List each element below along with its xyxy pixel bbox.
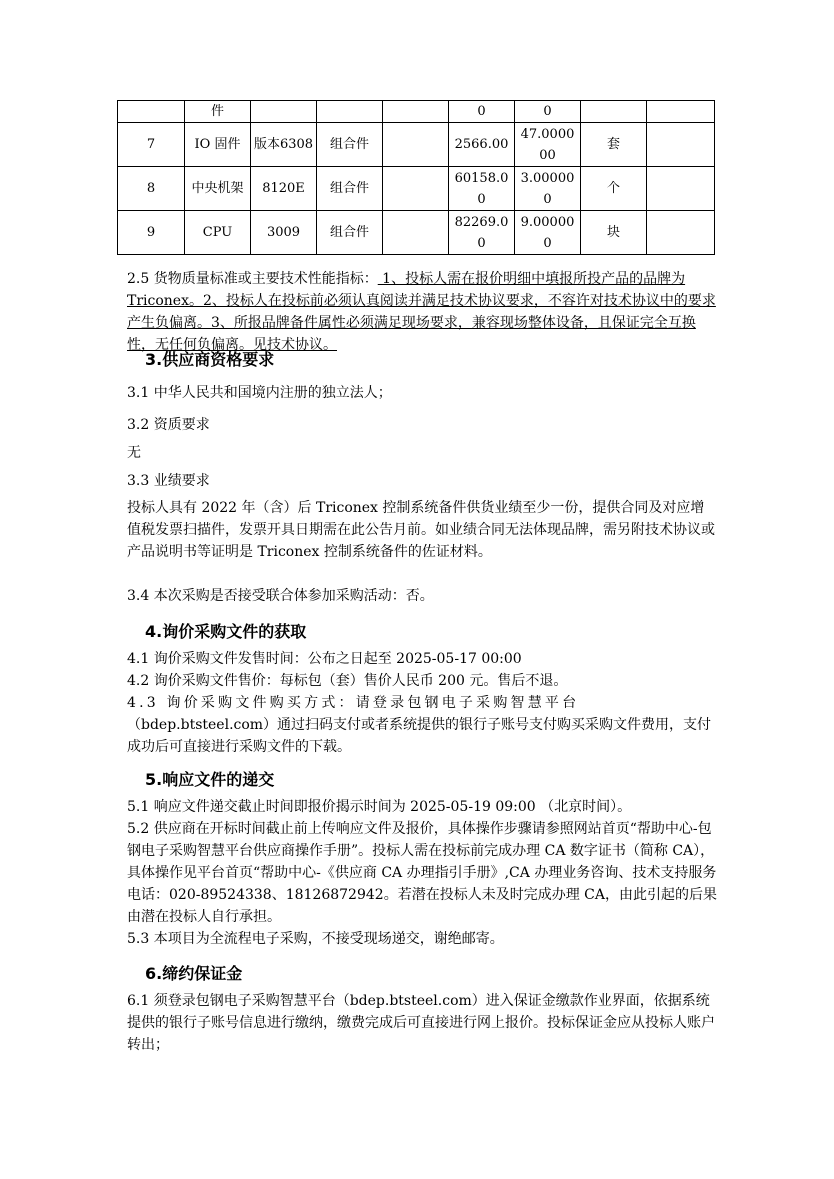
table-cell-no: 8 bbox=[118, 167, 185, 211]
table-cell-model: 版本6308 bbox=[251, 123, 317, 167]
table-cell-no bbox=[118, 101, 185, 123]
table-cell-model: 3009 bbox=[251, 211, 317, 255]
table-cell-name: 件 bbox=[185, 101, 251, 123]
section-3-4: 3.4 本次采购是否接受联合体参加采购活动：否。 bbox=[127, 588, 434, 604]
table-cell-unit: 个 bbox=[581, 167, 647, 211]
section-6-1: 6.1 须登录包钢电子采购智慧平台（bdep.btsteel.com）进入保证金缴款作业界面，依据系统提供的银行子账号信息进行缴纳，缴费完成后可直接进行网上报价。投标保证金应从投标人账户转出； bbox=[127, 993, 715, 1053]
section-2-5-lead: 2.5 货物质量标准或主要技术性能指标： bbox=[127, 271, 378, 287]
section-3-3: 3.3 业绩要求 bbox=[127, 473, 210, 489]
table-cell-price: 2566.00 bbox=[449, 123, 515, 167]
section-4-3: 4.3 询价采购文件购买方式：请登录包钢电子采购智慧平台 bbox=[127, 695, 580, 711]
section-2-5 bbox=[127, 268, 717, 356]
table-cell-qty: 0 bbox=[515, 101, 581, 123]
goods-table bbox=[117, 100, 715, 255]
table-cell-unit: 块 bbox=[581, 211, 647, 255]
section-5-3: 5.3 本项目为全流程电子采购，不接受现场递交，谢绝邮寄。 bbox=[127, 931, 504, 947]
section-3-heading: 3.供应商资格要求 bbox=[145, 350, 275, 369]
table-cell-blank bbox=[383, 123, 449, 167]
table-cell-blank bbox=[383, 167, 449, 211]
table-cell-type bbox=[317, 101, 383, 123]
table-cell-name: CPU bbox=[185, 211, 251, 255]
section-3-2: 3.2 资质要求 bbox=[127, 417, 210, 433]
table-cell-type: 组合件 bbox=[317, 123, 383, 167]
section-5-1: 5.1 响应文件递交截止时间即报价揭示时间为 2025-05-19 09:00 （北京时间）。 bbox=[127, 799, 632, 815]
table-cell-extra bbox=[647, 101, 715, 123]
table-cell-extra bbox=[647, 211, 715, 255]
table-cell-qty: 3.000000 bbox=[515, 167, 581, 211]
table-cell-name: IO 固件 bbox=[185, 123, 251, 167]
table-cell-price: 0 bbox=[449, 101, 515, 123]
section-3-2-value: 无 bbox=[127, 445, 141, 461]
section-2-5-body: 1、投标人需在报价明细中填报所投产品的品牌为 Triconex。2、投标人在投标前必须认真阅读并满足技术协议要求，不容许对技术协议中的要求产生负偏离。3、所报品牌备件属性必须满足现场要求，兼容现场整体设备，且保证完全互换性，无任何负偏离。见技术协议。 bbox=[127, 271, 716, 353]
table-cell-unit: 套 bbox=[581, 123, 647, 167]
table-cell-name: 中央机架 bbox=[185, 167, 251, 211]
table-row bbox=[118, 211, 715, 255]
table-cell-type: 组合件 bbox=[317, 167, 383, 211]
table-cell-no: 9 bbox=[118, 211, 185, 255]
section-4-heading: 4.询价采购文件的获取 bbox=[145, 622, 307, 641]
section-3-3-body: 投标人具有 2022 年（含）后 Triconex 控制系统备件供货业绩至少一份，提供合同及对应增值税发票扫描件，发票开具日期需在此公告月前。如业绩合同无法体现品牌，需另附技术协议或产品说明书等证明是 Triconex 控制系统备件的佐证材料。 bbox=[127, 500, 715, 560]
section-4-2: 4.2 询价采购文件售价：每标包（套）售价人民币 200 元。售后不退。 bbox=[127, 673, 568, 689]
table-cell-extra bbox=[647, 123, 715, 167]
table-row bbox=[118, 123, 715, 167]
table-cell-price: 60158.00 bbox=[449, 167, 515, 211]
table-cell-qty: 47.000000 bbox=[515, 123, 581, 167]
table-row bbox=[118, 101, 715, 123]
section-6-heading: 6.缔约保证金 bbox=[145, 964, 243, 983]
section-4-3-body: （bdep.btsteel.com）通过扫码支付或者系统提供的银行子账号支付购买采购文件费用，支付成功后可直接进行采购文件的下载。 bbox=[127, 717, 712, 755]
table-cell-unit bbox=[581, 101, 647, 123]
table-cell-model: 8120E bbox=[251, 167, 317, 211]
section-3-1: 3.1 中华人民共和国境内注册的独立法人； bbox=[127, 385, 392, 401]
goods-table-body bbox=[118, 101, 715, 255]
table-cell-type: 组合件 bbox=[317, 211, 383, 255]
table-cell-qty: 9.000000 bbox=[515, 211, 581, 255]
table-cell-blank bbox=[383, 101, 449, 123]
table-cell-extra bbox=[647, 167, 715, 211]
section-5-2: 5.2 供应商在开标时间截止前上传响应文件及报价，具体操作步骤请参照网站首页“帮助中心-包钢电子采购智慧平台供应商操作手册”。投标人需在投标前完成办理 CA 数字证书（简称 CA），具体操作见平台首页“帮助中心-《供应商 CA 办理指引手册》,CA 办理业务咨询、技术支持服务电话：020-89524338、18126872942。若潜在投标人未及时完成办理 CA，由此引起的后果由潜在投标人自行承担。 bbox=[127, 821, 717, 925]
table-row bbox=[118, 167, 715, 211]
section-4-1: 4.1 询价采购文件发售时间：公布之日起至 2025-05-17 00:00 bbox=[127, 651, 522, 667]
section-5-heading: 5.响应文件的递交 bbox=[145, 770, 275, 789]
table-cell-no: 7 bbox=[118, 123, 185, 167]
table-cell-price: 82269.00 bbox=[449, 211, 515, 255]
table-cell-blank bbox=[383, 211, 449, 255]
table-cell-model bbox=[251, 101, 317, 123]
